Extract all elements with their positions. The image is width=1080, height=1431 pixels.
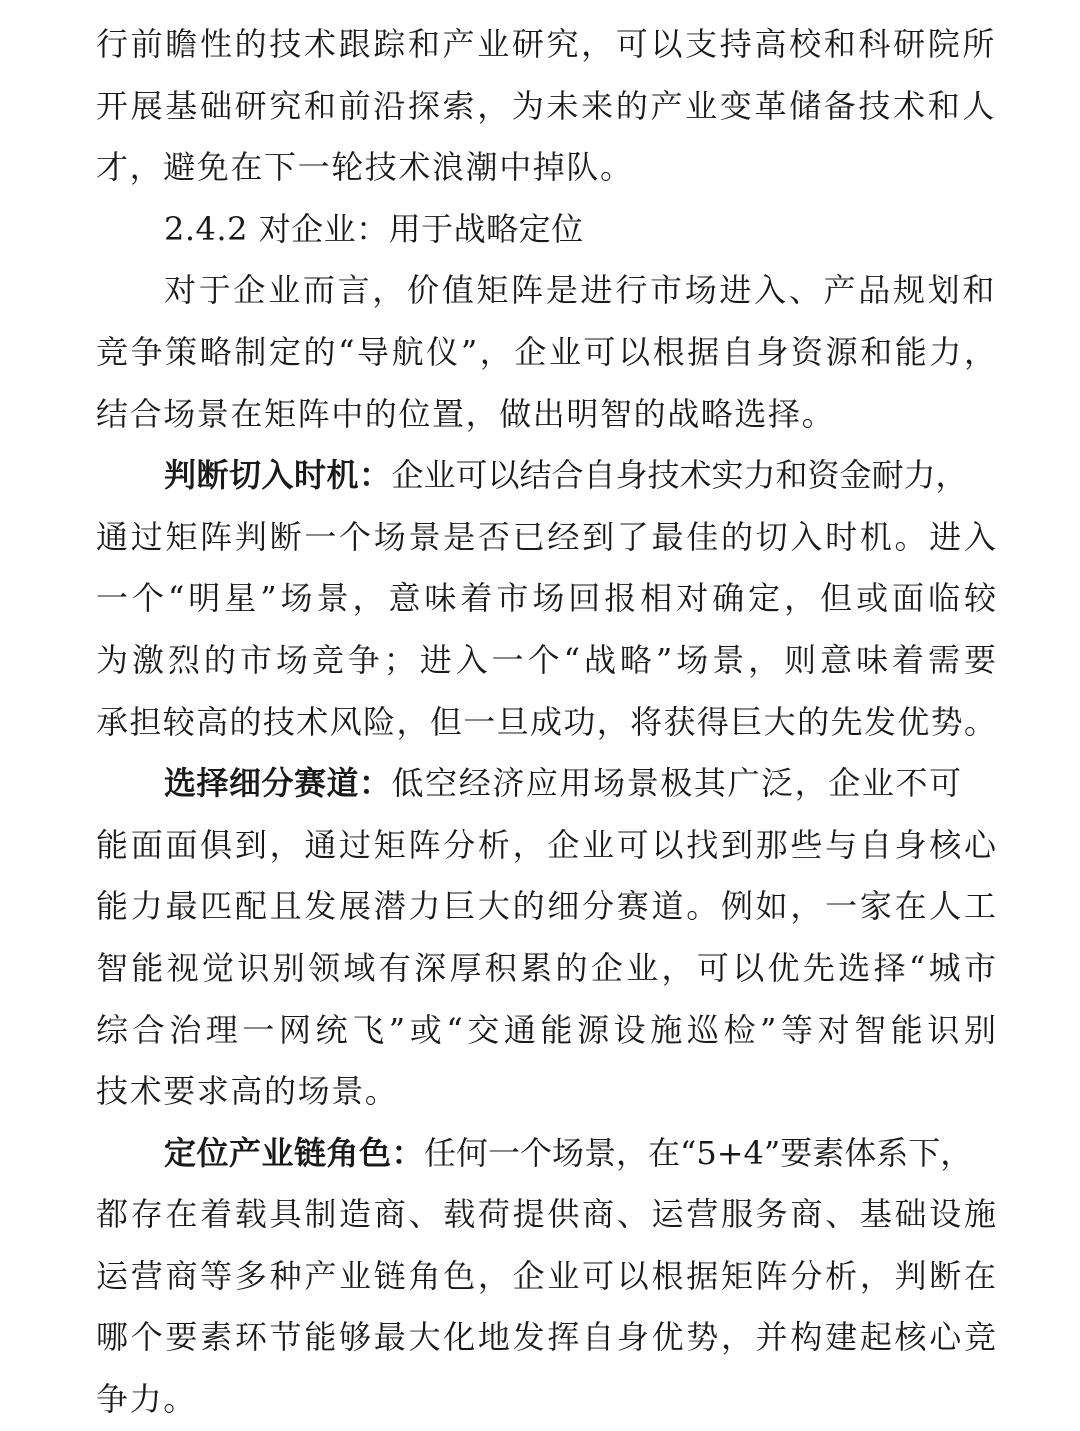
- role-paragraph: [96, 1123, 996, 1431]
- timing-line-2: 通过矩阵判断一个场景是否已经到了最佳的切入时机。进入: [96, 517, 996, 556]
- track-line-4: 智能视觉识别领域有深厚积累的企业，可以优先选择“城市: [96, 948, 996, 987]
- timing-line-3: 一个“明星”场景，意味着市场回报相对确定，但或面临较: [96, 579, 996, 618]
- section-heading: 2.4.2 对企业：用于战略定位: [164, 209, 584, 248]
- role-line-3: 运营商等多种产业链角色，企业可以根据矩阵分析，判断在: [96, 1256, 996, 1295]
- track-paragraph: [96, 753, 996, 1123]
- intro-line-1: 行前瞻性的技术跟踪和产业研究，可以支持高校和科研院所: [96, 25, 996, 63]
- timing-line-4: 为激烈的市场竞争；进入一个“战略”场景，则意味着需要: [96, 640, 996, 679]
- role-line-5: 争力。: [96, 1380, 197, 1419]
- track-line-6: 技术要求高的场景。: [96, 1072, 399, 1111]
- overview-line-2: 竞争策略制定的“导航仪”，企业可以根据自身资源和能力，: [96, 332, 996, 371]
- role-line-1: [96, 1123, 996, 1185]
- track-line-2: 能面面俱到，通过矩阵分析，企业可以找到那些与自身核心: [96, 825, 996, 864]
- timing-line-5: 承担较高的技术风险，但一旦成功，将获得巨大的先发优势。: [96, 702, 996, 741]
- role-lead: 定位产业链角色：: [164, 1133, 425, 1172]
- document-page: [96, 14, 996, 1431]
- intro-line-2: 开展基础研究和前沿探索，为未来的产业变革储备技术和人: [96, 86, 996, 125]
- overview-line-1: 对于企业而言，价值矩阵是进行市场进入、产品规划和: [164, 271, 996, 310]
- overview-paragraph: [96, 260, 996, 445]
- timing-lead: 判断切入时机：: [164, 456, 392, 495]
- overview-line-3: 结合场景在矩阵中的位置，做出明智的战略选择。: [96, 394, 836, 433]
- role-line-1-text: 任何一个场景，在“5+4”要素体系下，: [424, 1133, 973, 1172]
- role-line-2: 都存在着载具制造商、载荷提供商、运营服务商、基础设施: [96, 1195, 996, 1234]
- intro-line-3: 才，避免在下一轮技术浪潮中掉队。: [96, 148, 634, 187]
- track-line-1-text: 低空经济应用场景极其广泛，企业不可: [391, 764, 963, 803]
- track-lead: 选择细分赛道：: [164, 764, 392, 803]
- role-line-4: 哪个要素环节能够最大化地发挥自身优势，并构建起核心竞: [96, 1318, 996, 1357]
- timing-line-1: [96, 445, 996, 507]
- track-line-1: [96, 753, 996, 815]
- track-line-5: 综合治理一网统飞”或“交通能源设施巡检”等对智能识别: [96, 1010, 996, 1049]
- timing-line-1-text: 企业可以结合自身技术实力和资金耐力，: [391, 456, 968, 495]
- intro-paragraph: [96, 14, 996, 199]
- track-line-3: 能力最匹配且发展潜力巨大的细分赛道。例如，一家在人工: [96, 887, 996, 926]
- timing-paragraph: [96, 445, 996, 753]
